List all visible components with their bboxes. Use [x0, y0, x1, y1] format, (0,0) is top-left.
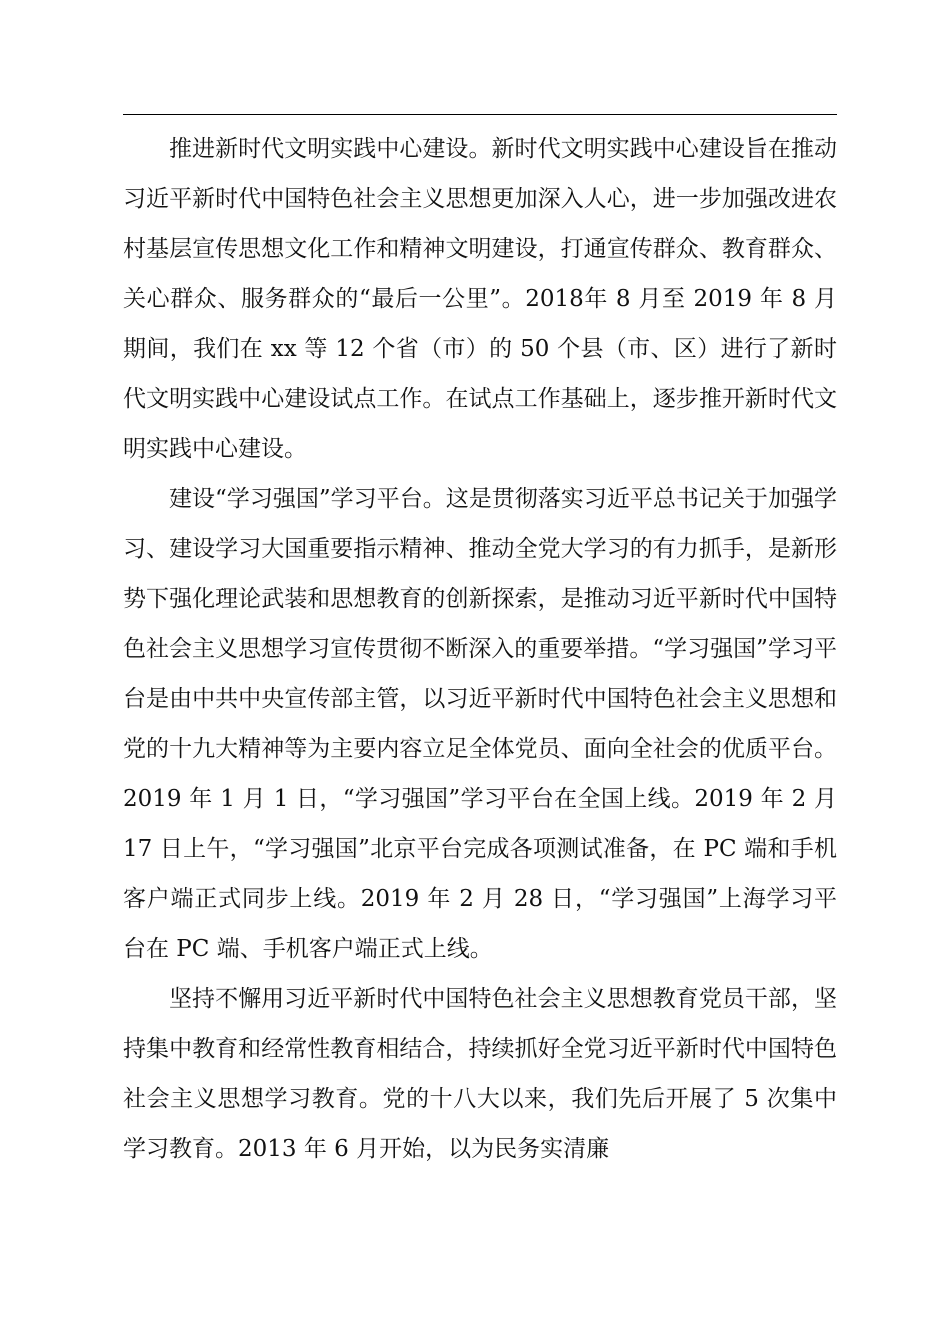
- document-body: [123, 124, 837, 1174]
- paragraph-xuexi-qiangguo-platform: 建设“学习强国”学习平台。这是贯彻落实习近平总书记关于加强学习、建设学习大国重要指示精神、推动全党大学习的有力抓手，是新形势下强化理论武装和思想教育的创新探索，是推动习近平新时代中国特色社会主义思想学习宣传贯彻不断深入的重要举措。“学习强国”学习平台是由中共中央宣传部主管，以习近平新时代中国特色社会主义思想和党的十九大精神等为主要内容立足全体党员、面向全社会的优质平台。2019 年 1 月 1 日，“学习强国”学习平台在全国上线。2019 年 2 月 17 日上午，“学习强国”北京平台完成各项测试准备，在 PC 端和手机客户端正式同步上线。2019 年 2 月 28 日，“学习强国”上海学习平台在 PC 端、手机客户端正式上线。: [123, 486, 837, 962]
- paragraph-civilization-practice-center: 推进新时代文明实践中心建设。新时代文明实践中心建设旨在推动习近平新时代中国特色社会主义思想更加深入人心，进一步加强改进农村基层宣传思想文化工作和精神文明建设，打通宣传群众、教育群众、关心群众、服务群众的“最后一公里”。2018年 8 月至 2019 年 8 月期间，我们在 xx 等 12 个省（市）的 50 个县（市、区）进行了新时代文明实践中心建设试点工作。在试点工作基础上，逐步推开新时代文明实践中心建设。: [123, 136, 837, 462]
- header-rule: [123, 114, 837, 115]
- paragraph-party-education: 坚持不懈用习近平新时代中国特色社会主义思想教育党员干部，坚持集中教育和经常性教育相结合，持续抓好全党习近平新时代中国特色社会主义思想学习教育。党的十八大以来，我们先后开展了 5 次集中学习教育。2013 年 6 月开始，以为民务实清廉: [123, 986, 837, 1162]
